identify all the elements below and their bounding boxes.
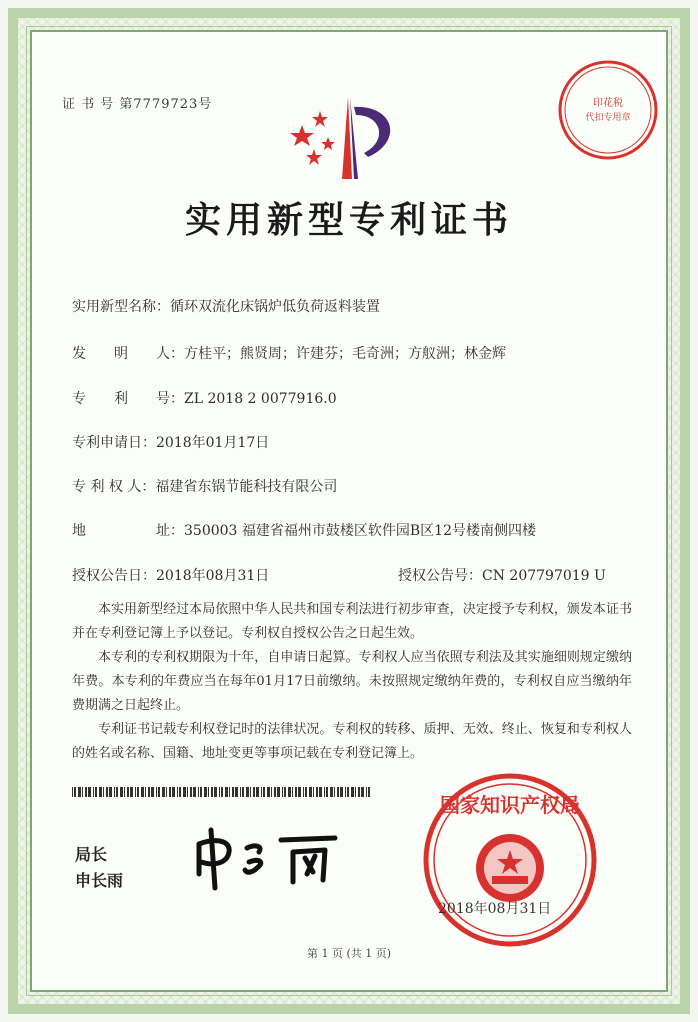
director-name: 申长雨 [75, 871, 124, 890]
field-value: 2018年01月17日 [156, 435, 270, 451]
field-value: 350003 福建省福州市鼓楼区软件园B区12号楼南侧四楼 [184, 523, 536, 539]
svg-text:代扣专用章: 代扣专用章 [585, 113, 631, 123]
field-label: 授权公告日： [72, 568, 156, 584]
paragraph-legal-status: 专利证书记载专利权登记时的法律状况。专利权的转移、质押、无效、终止、恢复和专利权人的姓名或名称、国籍、地址变更等事项记载在专利登记簿上。 [72, 722, 632, 761]
field-value: 循环双流化床锅炉低负荷返料装置 [170, 299, 380, 315]
field-value: ZL 2018 2 0077916.0 [184, 391, 337, 407]
grant-number-row [398, 565, 606, 585]
national-ip-office-seal-icon [420, 770, 600, 950]
grant-date-row [72, 565, 269, 585]
utility-model-name-row [72, 296, 380, 316]
field-label: 实用新型名称： [72, 299, 170, 315]
field-value: 方桂平；熊贤周；许建芬；毛奇洲；方舣洲；林金辉 [184, 346, 506, 362]
field-value: CN 207797019 U [482, 568, 606, 584]
address-row [72, 520, 536, 540]
field-label: 地 址： [72, 523, 184, 539]
inventor-row [72, 343, 506, 363]
field-value: 福建省东锅节能科技有限公司 [155, 479, 338, 495]
paragraph-grant-notice: 本实用新型经过本局依照中华人民共和国专利法进行初步审查，决定授予专利权，颁发本证书并在专利登记簿上予以登记。专利权自授权公告之日起生效。 [72, 602, 632, 641]
patent-number-row [72, 388, 337, 408]
certificate-title: 实用新型专利证书 [184, 199, 513, 241]
patentee-row [72, 476, 337, 496]
paragraph-term-fees: 本专利的专利权期限为十年，自申请日起算。专利权人应当依照专利法及其实施细则规定缴纳年费。本专利的年费应当在每年01月17日前缴纳。未按照规定缴纳年费的，专利权自应当缴纳年费期满之日起终止。 [72, 650, 632, 713]
seal-date: 2018年08月31日 [438, 901, 552, 917]
certificate-number: 证 书 号 第7779723号 [62, 97, 213, 112]
svg-text:国家知识产权局: 国家知识产权局 [440, 793, 580, 817]
field-label: 专 利 权 人： [72, 479, 156, 495]
tax-seal-stamp [556, 58, 660, 162]
director-signature-icon [185, 822, 360, 892]
field-label: 授权公告号： [398, 568, 482, 584]
filing-date-row [72, 432, 269, 452]
director-title: 局长 [75, 845, 108, 864]
svg-text:印花税: 印花税 [593, 98, 623, 109]
field-label: 专 利 号： [72, 391, 184, 407]
field-label: 发 明 人： [72, 346, 184, 362]
field-value: 2018年08月31日 [156, 568, 270, 584]
barcode-icon [72, 787, 372, 797]
sipo-logo-icon [284, 93, 414, 185]
page-number: 第 1 页 (共 1 页) [306, 947, 392, 960]
field-label: 专利申请日： [72, 435, 156, 451]
